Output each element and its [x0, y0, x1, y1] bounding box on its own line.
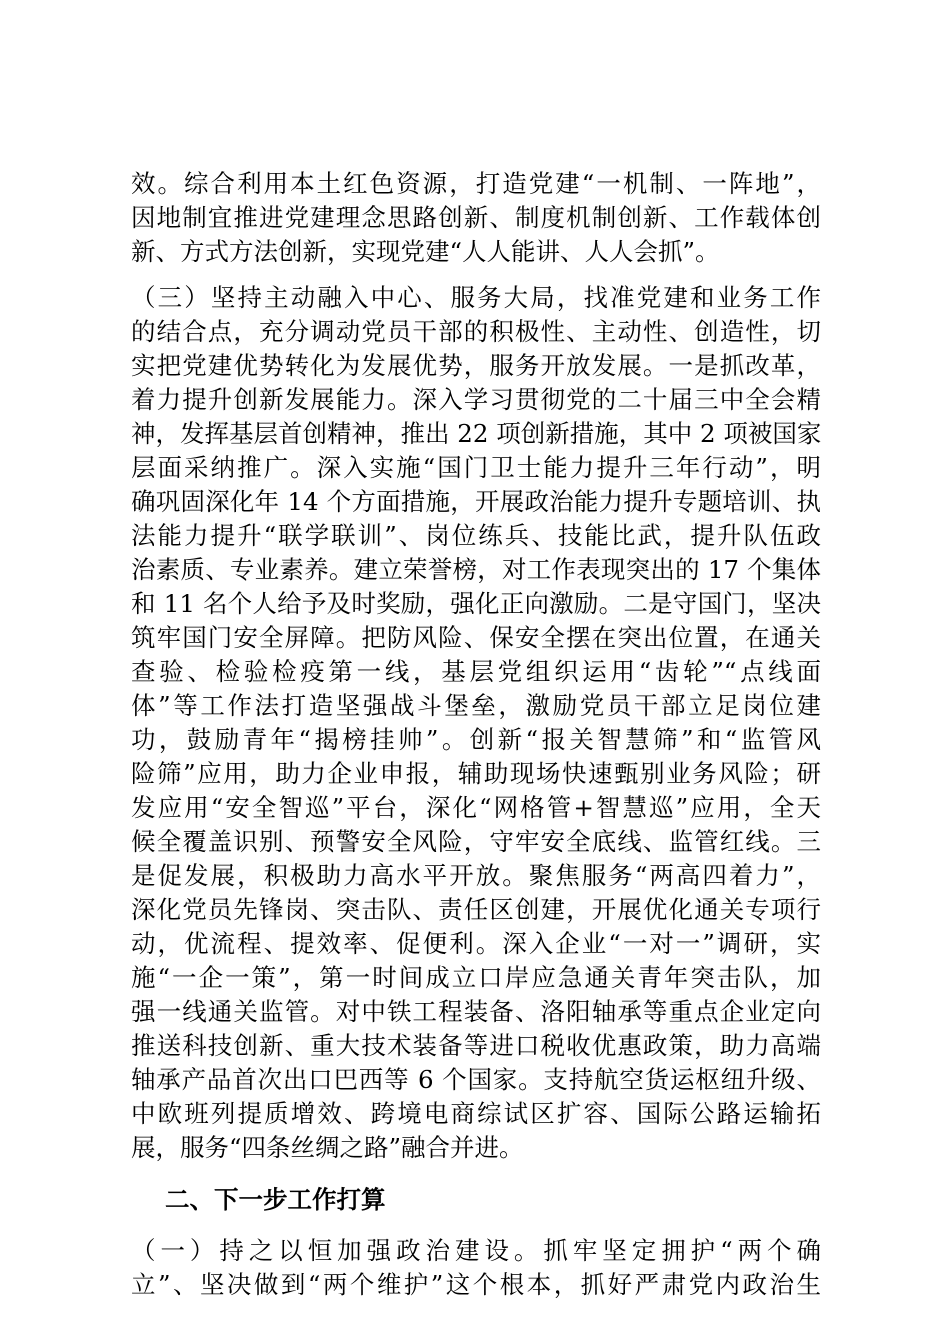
paragraph-line: 因地制宜推进党建理念思路创新、制度机制创新、工作载体创	[131, 203, 821, 232]
paragraph-line: 查验、检验检疫第一线，基层党组织运用“齿轮”“点线面	[131, 657, 821, 686]
paragraph-line: 神，发挥基层首创精神，推出 22 项创新措施，其中 2 项被国家	[131, 419, 821, 448]
paragraph-line: 施“一企一策”，第一时间成立口岸应急通关青年突击队，加	[131, 963, 821, 992]
paragraph-line: 着力提升创新发展能力。深入学习贯彻党的二十届三中全会精	[131, 385, 821, 414]
paragraph-line: 法能力提升“联学联训”、岗位练兵、技能比武，提升队伍政	[131, 521, 821, 550]
paragraph-line: 的结合点，充分调动党员干部的积极性、主动性、创造性，切	[131, 317, 821, 346]
paragraph-line: 功，鼓励青年“揭榜挂帅”。创新“报关智慧筛”和“监管风	[131, 725, 821, 754]
paragraph-line: 治素质、专业素养。建立荣誉榜，对工作表现突出的 17 个集体	[131, 555, 821, 584]
paragraph-line: 发应用“安全智巡”平台，深化“网格管+智慧巡”应用，全天	[131, 793, 821, 822]
paragraph-line: 推送科技创新、重大技术装备等进口税收优惠政策，助力高端	[131, 1031, 821, 1060]
paragraph-line: 筑牢国门安全屏障。把防风险、保安全摆在突出位置，在通关	[131, 623, 821, 652]
paragraph-line: 新、方式方法创新，实现党建“人人能讲、人人会抓”。	[131, 237, 720, 266]
paragraph-line: 实把党建优势转化为发展优势，服务开放发展。一是抓改革，	[131, 351, 821, 380]
paragraph-line: （三）坚持主动融入中心、服务大局，找准党建和业务工作	[131, 283, 821, 312]
section-heading: 二、下一步工作打算	[165, 1185, 386, 1214]
paragraph-line: （一）持之以恒加强政治建设。抓牢坚定拥护“两个确	[131, 1236, 821, 1265]
paragraph-line: 轴承产品首次出口巴西等 6 个国家。支持航空货运枢纽升级、	[131, 1065, 821, 1094]
paragraph-line: 体”等工作法打造坚强战斗堡垒，激励党员干部立足岗位建	[131, 691, 821, 720]
paragraph-line: 立”、坚决做到“两个维护”这个根本，抓好严肃党内政治生	[131, 1270, 821, 1299]
paragraph-line: 确巩固深化年 14 个方面措施，开展政治能力提升专题培训、执	[131, 487, 821, 516]
paragraph-line: 险筛”应用，助力企业申报，辅助现场快速甄别业务风险；研	[131, 759, 821, 788]
paragraph-line: 层面采纳推广。深入实施“国门卫士能力提升三年行动”，明	[131, 453, 821, 482]
paragraph-line: 候全覆盖识别、预警安全风险，守牢安全底线、监管红线。三	[131, 827, 821, 856]
paragraph-line: 深化党员先锋岗、突击队、责任区创建，开展优化通关专项行	[131, 895, 821, 924]
paragraph-line: 和 11 名个人给予及时奖励，强化正向激励。二是守国门，坚决	[131, 589, 821, 618]
paragraph-line: 动，优流程、提效率、促便利。深入企业“一对一”调研，实	[131, 929, 821, 958]
paragraph-line: 是促发展，积极助力高水平开放。聚焦服务“两高四着力”，	[131, 861, 821, 890]
paragraph-line: 展，服务“四条丝绸之路”融合并进。	[131, 1133, 524, 1162]
paragraph-line: 效。综合利用本土红色资源，打造党建“一机制、一阵地”，	[131, 169, 821, 198]
paragraph-line: 强一线通关监管。对中铁工程装备、洛阳轴承等重点企业定向	[131, 997, 821, 1026]
paragraph-line: 中欧班列提质增效、跨境电商综试区扩容、国际公路运输拓	[131, 1099, 821, 1128]
